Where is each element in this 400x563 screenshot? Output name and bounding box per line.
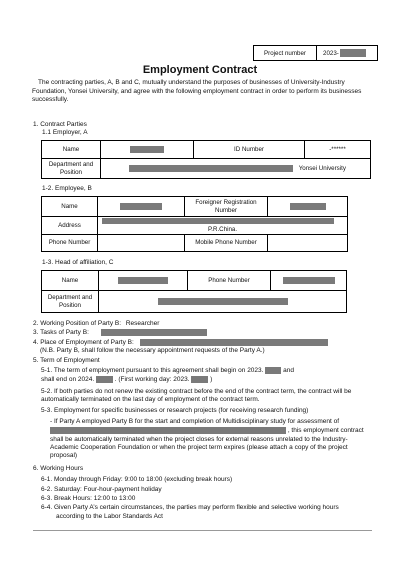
- redacted-name: [120, 203, 162, 210]
- redacted-name: [130, 146, 164, 153]
- employer-name-value: [101, 141, 194, 159]
- employee-phone-value: [98, 235, 185, 252]
- redacted-phone: [283, 277, 335, 284]
- employer-heading: 1.1 Employer, A: [42, 129, 88, 136]
- employee-heading: 1-2. Employee, B: [42, 185, 92, 192]
- employer-id-value: -******: [305, 141, 371, 159]
- section-1-heading: 1. Contract Parties: [33, 121, 87, 128]
- term-5-3-c: shall be automatically terminated when the project closes for external reasons unrelated to the Industry-Academic Cooperation Foundation or when the project term expires (please attach a copy of the project proposal): [50, 436, 348, 460]
- employee-address-country: P.R.China.: [207, 225, 238, 233]
- employer-name-label: Name: [42, 141, 101, 159]
- head-name-label: Name: [42, 271, 99, 291]
- head-dept-label: Department and Position: [42, 291, 99, 313]
- hours-6-4-line1: 6-4. Given Party A’s certain circumstances, the parties may perform flexible and selective working hours: [41, 504, 339, 511]
- intro-paragraph: The contracting parties, A, B and C, mutually understand the purposes of businesses of University-Industry Foundation, Yonsei University, and agree with the following employment contract in order to perform its businesses successfully.: [32, 79, 362, 104]
- employee-name-label: Name: [42, 197, 98, 217]
- section-2: [33, 320, 159, 328]
- term-5-3: 5-3. Employment for specific businesses or research projects (for receiving research funding): [41, 407, 309, 414]
- redacted-tasks: [101, 329, 207, 336]
- employee-table: [41, 196, 348, 252]
- employer-id-label: ID Number: [194, 141, 305, 159]
- hours-6-1: 6-1. Monday through Friday: 9:00 to 18:00 (excluding break hours): [41, 476, 233, 483]
- term-5-1-line1: [41, 367, 294, 375]
- redacted-first-day: [191, 376, 208, 383]
- working-position-value: Researcher: [125, 320, 160, 327]
- project-number-prefix: 2023-: [323, 49, 339, 57]
- first-working-day-close: ): [210, 376, 213, 384]
- term-and-text: and: [283, 367, 294, 375]
- redacted-address: [102, 218, 334, 224]
- employee-address-value: [98, 217, 348, 235]
- employer-dept-suffix: Yonsei University: [298, 164, 346, 172]
- redacted-name: [118, 277, 168, 284]
- term-5-2: 5-2. If both parties do not renew the existing contract before the end of the contract term, the contract will be automatically terminated on the last day of employment of the contract term.: [41, 388, 352, 404]
- term-5-1-line2: [41, 376, 212, 384]
- section-3: [33, 329, 207, 337]
- redacted-project-number: [340, 49, 366, 57]
- section-6-heading: 6. Working Hours: [33, 465, 84, 472]
- head-name-value: [99, 271, 188, 291]
- first-working-day-text: . (First working day: 2023.: [114, 376, 190, 384]
- redacted-registration-number: [290, 203, 326, 210]
- redacted-project-title: [50, 427, 286, 434]
- page-divider: [33, 530, 372, 531]
- redacted-place: [140, 339, 328, 346]
- redacted-start-date: [265, 367, 281, 374]
- redacted-end-date: [96, 376, 113, 383]
- term-start-text: 5-1. The term of employment pursuant to this agreement shall begin on 2023.: [41, 367, 264, 375]
- employee-mobile-label: Mobile Phone Number: [185, 235, 268, 252]
- head-heading: 1-3. Head of affiliation, C: [42, 259, 114, 266]
- employee-address-label: Address: [42, 217, 98, 235]
- hours-6-4-line2: according to the Labor Standards Act: [56, 513, 163, 520]
- section-5-heading: 5. Term of Employment: [33, 357, 100, 364]
- project-number-value: [317, 46, 377, 60]
- section-4: [33, 339, 328, 347]
- document-title: Employment Contract: [142, 64, 258, 76]
- place-label: 4. Place of Employment of Party B:: [33, 339, 134, 347]
- employer-dept-value: [101, 159, 371, 179]
- project-number-box: [253, 45, 378, 61]
- hours-6-2: 6-2. Saturday: Four-hour-payment holiday: [41, 486, 162, 493]
- foreigner-reg-value: [268, 197, 348, 217]
- redacted-department: [129, 165, 293, 172]
- term-5-3-b-text: , this employment contract: [287, 427, 364, 435]
- head-table: [41, 270, 347, 313]
- working-position-label: 2. Working Position of Party B:: [33, 320, 122, 327]
- head-phone-label: Phone Number: [188, 271, 271, 291]
- employer-table: [41, 140, 371, 179]
- tasks-label: 3. Tasks of Party B:: [33, 329, 89, 337]
- foreigner-reg-label: Foreigner Registration Number: [185, 197, 268, 217]
- section-4-note: (N.B. Party B, shall follow the necessary appointment requests of the Party A.): [40, 347, 265, 354]
- term-5-3-a: - If Party A employed Party B for the start and completion of Multidisciplinary study for assessment of: [50, 418, 340, 425]
- employee-mobile-value: [268, 235, 348, 252]
- term-end-text: shall end on 2024.: [41, 376, 95, 384]
- term-5-3-b: [50, 427, 364, 435]
- hours-6-3: 6-3. Break Hours: 12:00 to 13:00: [41, 495, 136, 502]
- employee-phone-label: Phone Number: [42, 235, 98, 252]
- redacted-department: [158, 298, 288, 305]
- head-dept-value: [99, 291, 347, 313]
- employer-dept-label: Department and Position: [42, 159, 101, 179]
- project-number-label: Project number: [254, 46, 317, 60]
- employee-name-value: [98, 197, 185, 217]
- head-phone-value: [271, 271, 347, 291]
